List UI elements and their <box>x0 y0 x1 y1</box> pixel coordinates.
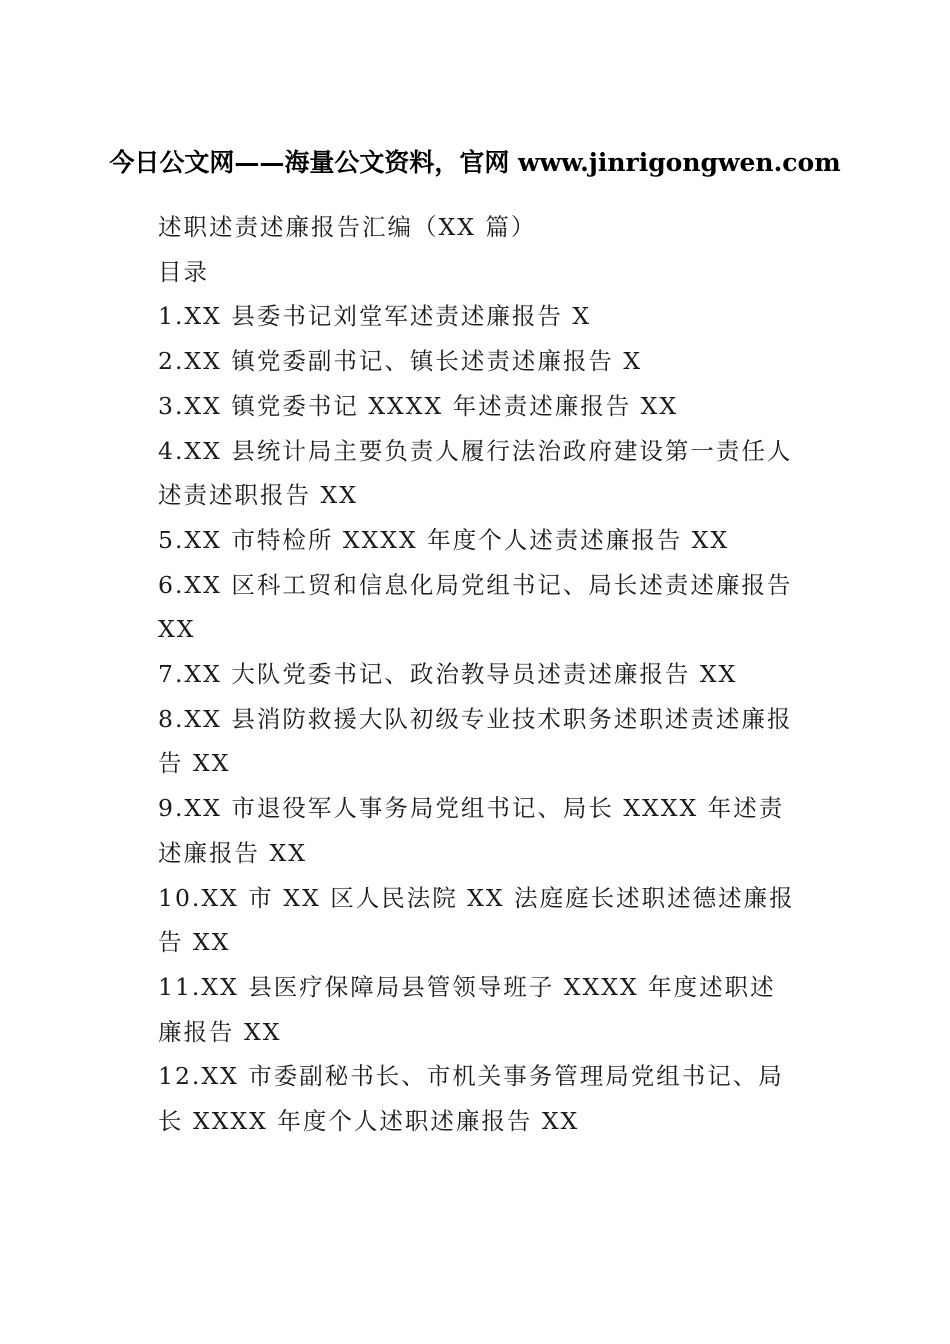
toc-item-10: 10.XX 市 XX 区人民法院 XX 法庭庭长述职述德述廉报告 XX <box>158 883 795 957</box>
toc-item-5: 5.XX 市特检所 XXXX 年度个人述责述廉报告 XX <box>158 525 730 554</box>
toc-list <box>158 294 798 1143</box>
toc-heading: 目录 <box>158 257 209 286</box>
toc-item-8: 8.XX 县消防救援大队初级专业技术职务述职述责述廉报告 XX <box>158 704 793 778</box>
toc-item-1: 1.XX 县委书记刘堂军述责述廉报告 X <box>158 302 592 331</box>
toc-item-3: 3.XX 镇党委书记 XXXX 年述责述廉报告 XX <box>158 391 679 420</box>
toc-item-7: 7.XX 大队党委书记、政治教导员述责述廉报告 XX <box>158 660 738 689</box>
toc-item-11: 11.XX 县医疗保障局县管领导班子 XXXX 年度述职述廉报告 XX <box>158 972 776 1046</box>
toc-item-12: 12.XX 市委副秘书长、市机关事务管理局党组书记、局长 XXXX 年度个人述职述廉报告 XX <box>158 1062 784 1136</box>
toc-item-9: 9.XX 市退役军人事务局党组书记、局长 XXXX 年述责述廉报告 XX <box>158 794 785 867</box>
toc-item-2: 2.XX 镇党委副书记、镇长述责述廉报告 X <box>158 347 643 376</box>
toc-item-4: 4.XX 县统计局主要负责人履行法治政府建设第一责任人述责述职报告 XX <box>158 436 793 510</box>
site-header: 今日公文网——海量公文资料，官网 www.jinrigongwen.com <box>109 148 841 177</box>
document-body <box>158 205 798 1144</box>
toc-item-6: 6.XX 区科工贸和信息化局党组书记、局长述责述廉报告 XX <box>158 570 793 644</box>
document-title: 述职述责述廉报告汇编（XX 篇） <box>158 213 537 241</box>
